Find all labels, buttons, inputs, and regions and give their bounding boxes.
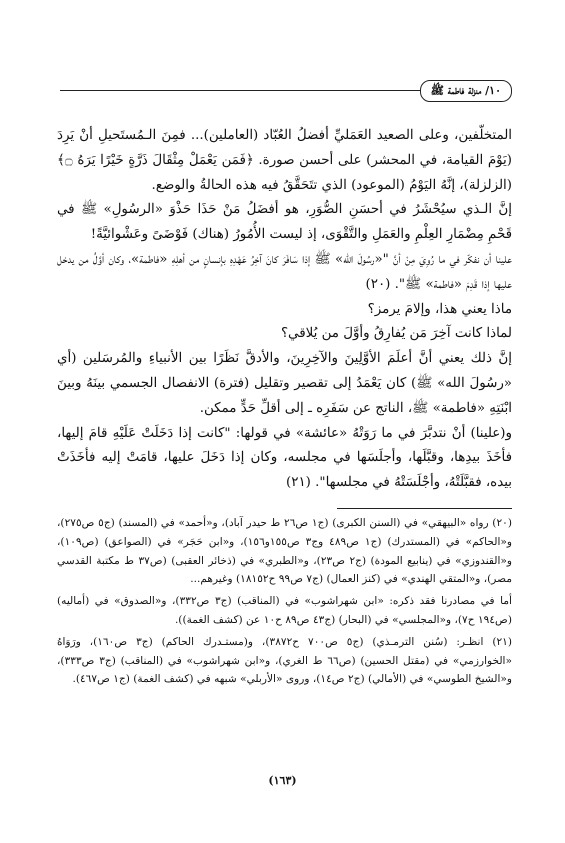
body-paragraph: لماذا كانت آخِرَ مَن يُفارِقُ وأوَّلَ من يُلاقي؟ [280,326,512,342]
footnotes [57,514,512,692]
footnote: (٢٠) رواه «البيهقي» في (السنن الكبرى) (ج١ ص٢٦ ط حيدر آباد)، و«أحمد» في (المسند) (ج٥ ص٢٧٥)، و«الحاكم» في (المستدرك) (ج١ ص٤٨٩ وج٣ ص١٥٥و١٥٦)، و«ابن حَجَر» في (الصواعق) (ص١٠٩)، و«القندوزي» في (ينابيع المودة) (ج٢ ص٢٣)، و«الطبري» في (ذخائر العقبى) (ص٣٧ ط مكتبة القدسي مصر)، و«المتقي الهندي» في (كنز العمال) (ج٧ ص٩٩ ح١٨١٥٢) وغيرهم... [57,517,513,586]
footnote-separator [337,508,512,509]
body-paragraph: و(علينا) أنْ نتدبَّرَ في ما رَوَتْهُ «عائشة» في قولها: "كانت إذا دَخَلَتْ عَلَيْهِ قامَ إليها، فأخَذَ بيدِها، وقبَّلَها، وأجلَسَها في مجلسه، وكان إذا دَخَلَ عليها، قامَتْ إليه فأخَذَتْ بيده، فقبَّلَتْهُ، وأجْلَسَتْهُ في مجلسها". (٢١) [57,425,512,491]
body-paragraph: إنَّ الـذي سيُحْشَرُ في أحسَنِ الصُّوَرِ، هو أفضَلُ مَنْ حَذَا حَذْوَ «الرسُولِ» ﷺ في قَحْمِ مِضْمَارِ العِلْمِ والعَمَلِ والتَّقْوَى، إذ ليست الأُمُورُ (هناك) فَوْضَىً وعَشْوائيَّةً! [57,202,512,243]
body-paragraph: إنَّ ذلك يعني أنَّ أعلَمَ الأوَّلِينَ والآخِرِينَ، والأدقَّ نَظَرًا بين الأنبياءِ والمُرسَلين (أي «رسُولَ الله» ﷺ) كان يَعْمَدُ إلى تقصير وتقليل (فترة) الانفصال الجسمي بينَهُ وبينَ ابْنَتِهِ «فاطمة» ﷺ، الناتج عن سَفَرِه ـ إلى أقلِّ حَدٍّ ممكن. [57,351,512,416]
main-text [57,124,512,496]
footnote: أما في مصادرنا فقد ذكره: «ابن شهراشوب» في (المناقب) (ج٣ ص٣٣٢)، و«الصدوق» في (أماليه) (ص١٩٤ ح٧)، و«المجلسي» في (البحار) (ج٤٣ ص٨٩ ح١٠ عن (كشف الغمة)). [57,595,512,626]
running-header [60,80,512,102]
running-header-title: ١٠/ منزلة فاطمة ﷺ [420,80,512,102]
body-paragraph: ماذا يعني هذا، وإلامَ يرمز؟ [367,301,512,317]
body-paragraph: علينا أن نفكّر في ما رُوِيَ مِنْ أنَّ "«رسُولَ الله» ﷺ إذا سَافَرَ كانَ آخِرُ عَهْدِهِ بإنسانٍ من أهلِهِ «فاطمة»، وكان أوَّلُ من يدخل عليها إذا قَدِمَ «فاطمة» ﷺ". (٢٠) [57,251,512,292]
page-number: (١٦٣) [268,774,297,787]
body-paragraph: المتخلّفين، وعلى الصعيد العَمَليِّ أفضلُ العُبّاد (العاملين)... فمِنَ الـمُستَحيلِ أنْ يَرِدَ (يَوْمَ القيامة، في المحشر) على أحسن صورة. ﴿فَمَن يَعْمَلْ مِثْقَالَ ذَرَّةٍ خَيْرًا يَرَهُ ۝﴾ (الزلزلة)، إنَّهُ اليَوْمُ (الموعود) الذي تتَحَقَّقُ فيه هذه الحالةُ والوضع. [57,128,512,193]
footnote: (٢١) انظـر: (سُنن الترمـذي) (ج٥ ص٧٠٠ ح٣٨٧٢)، و(مستـدرك الحاكم) (ج٣ ص١٦٠)، ورَوَاهُ «الخوارزمي» في (مقتل الحسين) (ص٦٦ ط الغري)، و«ابن شهراشوب» في (المناقب) (ج٣ ص٣٣٣)، و«الشيخ الطوسي» في (الأمالي) (ج٢ ص١٤)، وروى «الأربلي» شبهه في (كشف الغمة) (ج١ ص٤٦٧). [57,635,512,686]
